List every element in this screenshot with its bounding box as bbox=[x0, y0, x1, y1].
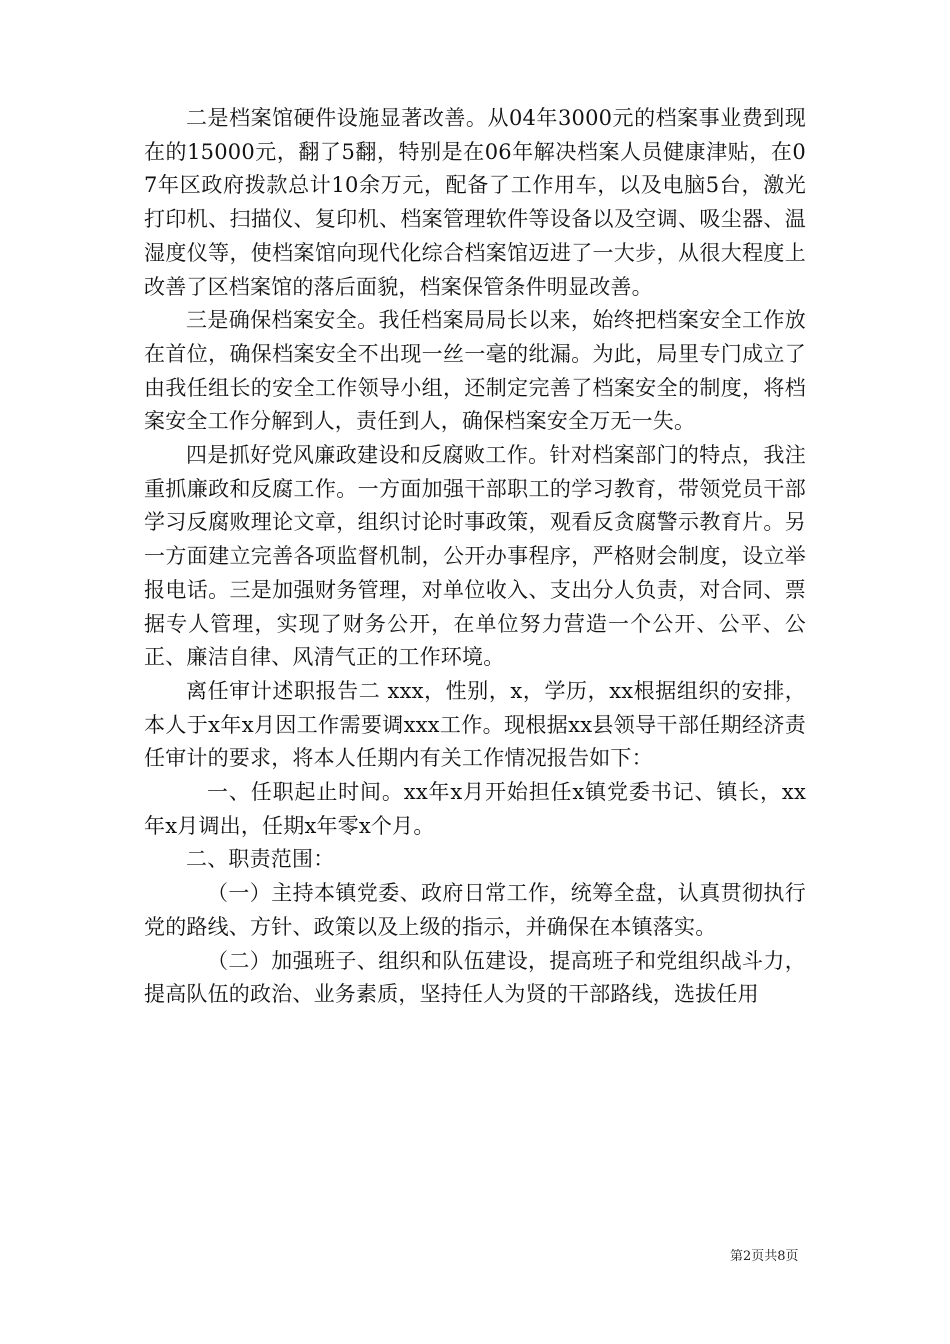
document-body bbox=[144, 102, 806, 1012]
paragraph-scope-item-1: （一）主持本镇党委、政府日常工作，统筹全盘，认真贯彻执行党的路线、方针、政策以及上级的指示，并确保在本镇落实。 bbox=[144, 881, 806, 939]
paragraph-term-of-office: 一、任职起止时间。xx年x月开始担任x镇党委书记、镇长，xx年x月调出，任期x年零x个月。 bbox=[144, 780, 806, 838]
paragraph-scope-item-2: （二）加强班子、组织和队伍建设，提高班子和党组织战斗力，提高队伍的政治、业务素质，坚持任人为贤的干部路线，选拔任用 bbox=[144, 948, 806, 1007]
paragraph-report-two-intro: 离任审计述职报告二 xxx，性别，x，学历，xx根据组织的安排，本人于x年x月因工作需要调xxx工作。现根据xx县领导干部任期经济责任审计的要求，将本人任期内有关工作情况报告如下： bbox=[144, 678, 806, 771]
paragraph-archive-safety: 三是确保档案安全。我任档案局局长以来，始终把档案安全工作放在首位，确保档案安全不出现一丝一毫的纰漏。为此，局里专门成立了由我任组长的安全工作领导小组，还制定完善了档案安全的制度，将档案安全工作分解到人，责任到人，确保档案安全万无一失。 bbox=[144, 308, 806, 434]
paragraph-archive-hardware: 二是档案馆硬件设施显著改善。从04年3000元的档案事业费到现在的15000元，翻了5翻，特别是在06年解决档案人员健康津贴，在07年区政府拨款总计10余万元，配备了工作用车，以及电脑5台，激光打印机、扫描仪、复印机、档案管理软件等设备以及空调、吸尘器、温湿度仪等，使档案馆向现代化综合档案馆迈进了一大步，从很大程度上改善了区档案馆的落后面貌，档案保管条件明显改善。 bbox=[144, 106, 806, 299]
paragraph-anti-corruption: 四是抓好党风廉政建设和反腐败工作。针对档案部门的特点，我注重抓廉政和反腐工作。一方面加强干部职工的学习教育，带领党员干部学习反腐败理论文章，组织讨论时事政策，观看反贪腐警示教育片。另一方面建立完善各项监督机制，公开办事程序，严格财会制度，设立举报电话。三是加强财务管理，对单位收入、支出分人负责，对合同、票据专人管理，实现了财务公开，在单位努力营造一个公开、公平、公正、廉洁自律、风清气正的工作环境。 bbox=[144, 443, 806, 670]
paragraph-scope-heading: 二、职责范围： bbox=[186, 847, 335, 872]
page-number-footer: 第2页共8页 bbox=[730, 1249, 799, 1264]
